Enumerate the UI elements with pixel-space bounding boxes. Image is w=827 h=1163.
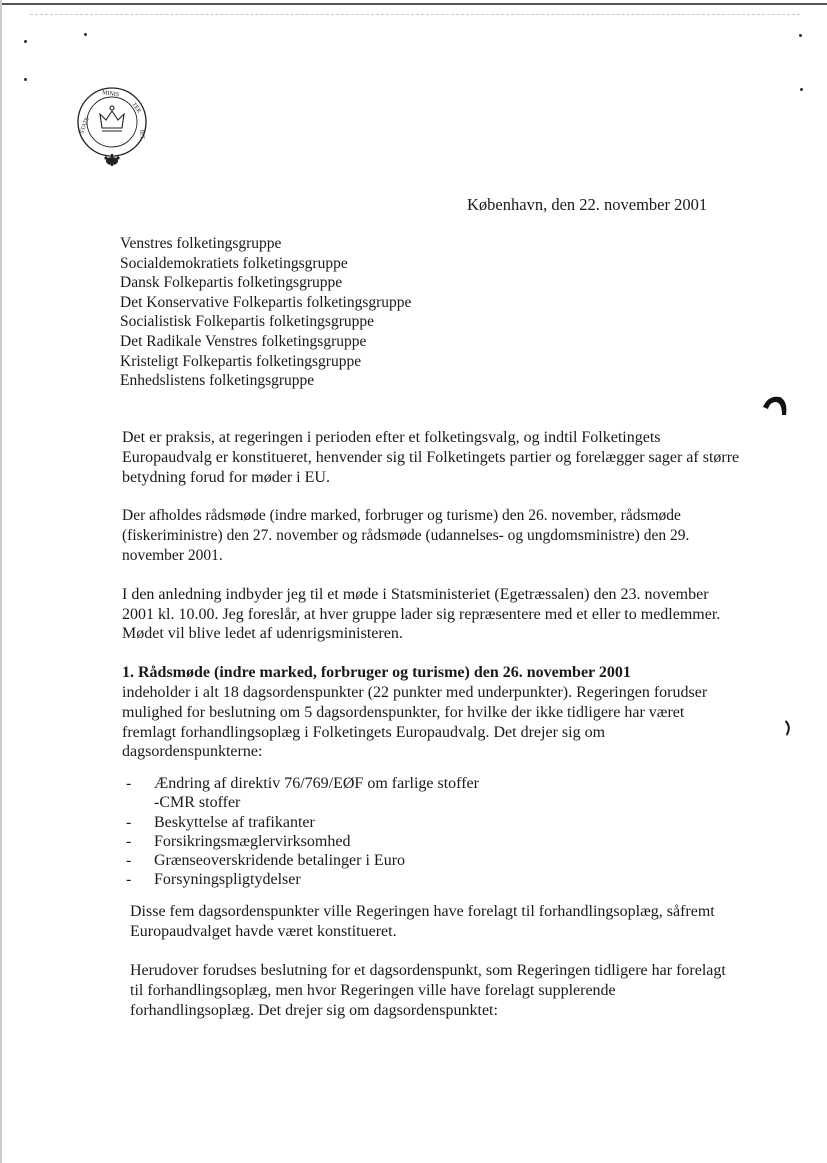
agenda-item: [122, 851, 742, 870]
recipient-item: Socialistisk Folkepartis folketingsgruppe: [120, 313, 375, 331]
paragraph-further: Herudover forudses beslutning for et dagsordenspunkt, som Regeringen tidligere har forelagt til forhandlingsoplæg, men hvor Regeringen ville have forelagt supplerende forhandlingsoplæg. Det drejer sig om dagsordenspunktet:: [130, 961, 726, 1019]
svg-text:IET: IET: [138, 129, 145, 140]
recipient-item: Venstres folketingsgruppe: [120, 235, 282, 252]
svg-text:MINIS: MINIS: [101, 90, 120, 99]
recipient-item: Det Radikale Venstres folketingsgruppe: [120, 332, 367, 350]
scan-speck: [799, 34, 802, 37]
scan-speck: [24, 78, 27, 81]
section-1: [122, 663, 742, 762]
section-1-text: indeholder i alt 18 dagsordenspunkter (22 punkter med underpunkter). Regeringen forudser mulighed for beslutning om 5 dagsordenspunkter, for hvilke der ikke tidligere har været fremlagt forhandlingsoplæg i Folketingets Europaudvalg. Det drejer sig om dagsordenspunkterne:: [122, 683, 708, 761]
agenda-item-label: Beskyttelse af trafikanter: [154, 813, 315, 831]
agenda-item-label: Ændring af direktiv 76/769/EØF om farlige stoffer: [154, 775, 479, 793]
svg-text:STATS: STATS: [79, 116, 91, 135]
agenda-item: [122, 832, 742, 851]
agenda-subitem: [122, 793, 742, 812]
scan-speck: [800, 88, 803, 91]
recipient-item: Det Konservative Folkepartis folketingsgruppe: [120, 293, 412, 311]
bullet-dash: -: [126, 832, 132, 850]
agenda-item: [122, 774, 742, 793]
agenda-item-label: Forsyningspligtydelser: [154, 871, 301, 889]
paragraph-intro: Det er praksis, at regeringen i perioden efter et folketingsvalg, og indtil Folketingets Europaudvalg er konstitueret, henvender sig til Folketingets partier og forelægger sager af større betydning forud for møder i EU.: [122, 429, 740, 486]
agenda-item: [122, 870, 742, 889]
agenda-item: [122, 813, 742, 832]
recipient-item: Enhedslistens folketingsgruppe: [120, 372, 315, 390]
recipient-item: Socialdemokratiets folketingsgruppe: [120, 254, 348, 272]
ministry-seal-logo: [74, 84, 150, 170]
scan-noise: [30, 14, 800, 23]
agenda-item-label: Grænseoverskridende betalinger i Euro: [154, 851, 406, 869]
agenda-subitem-label: -CMR stoffer: [154, 794, 241, 812]
bullet-dash: -: [126, 871, 132, 889]
bullet-dash: -: [126, 851, 132, 869]
scan-left-edge: [0, 0, 2, 1163]
recipient-item: Dansk Folkepartis folketingsgruppe: [120, 274, 343, 292]
date-line: København, den 22. november 2001: [467, 195, 708, 214]
svg-text:TER: TER: [130, 101, 142, 115]
agenda-item-label: Forsikringsmæglervirksomhed: [154, 832, 351, 850]
paragraph-invitation: I den anledning indbyder jeg til et møde i Statsministeriet (Egetræssalen) den 23. november 2001 kl. 10.00. Jeg foreslår, at hver gruppe lader sig repræsentere med et eller to medlemmer. Mødet vil blive ledet af udenrigsministeren.: [122, 585, 721, 643]
recipient-item: Kristeligt Folkepartis folketingsgruppe: [120, 352, 362, 370]
recipient-list: [120, 234, 411, 391]
agenda-list: [122, 774, 742, 889]
scan-speck: [84, 33, 87, 36]
section-1-heading: 1. Rådsmøde (indre marked, forbruger og turisme) den 26. november 2001: [122, 664, 631, 682]
letter-body: [122, 428, 742, 1039]
paragraph-summary: Disse fem dagsordenspunkter ville Regeringen have forelagt til forhandlingsoplæg, såfremt Europaudvalget havde været konstitueret.: [130, 903, 715, 941]
bullet-dash: -: [126, 813, 132, 831]
scan-mark: [784, 718, 794, 738]
scan-top-line: [0, 3, 827, 5]
paragraph-meetings: Der afholdes rådsmøde (indre marked, forbruger og turisme) den 26. november, rådsmøde (fiskeriministre) den 27. november og rådsmøde (udannelses- og ungdomsministre) den 29. november 2001.: [122, 507, 690, 564]
bullet-dash: -: [126, 775, 132, 793]
scan-mark: [760, 393, 790, 419]
scan-speck: [24, 40, 27, 43]
